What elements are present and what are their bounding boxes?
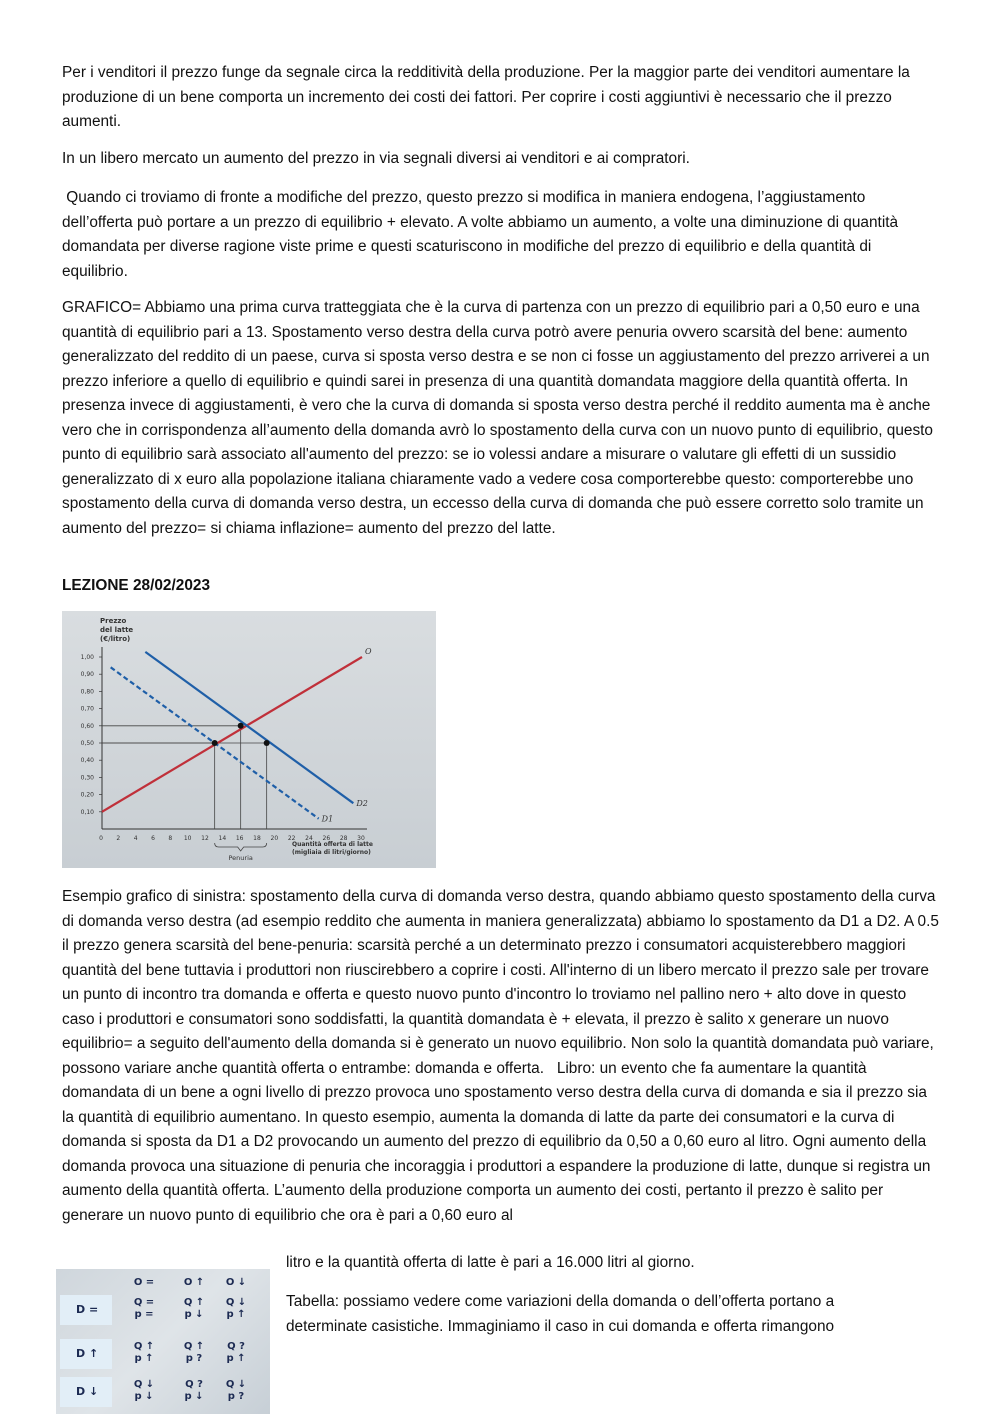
- series-label-d1: D1: [321, 814, 334, 824]
- series-label-d2: D2: [356, 799, 368, 809]
- table-row-label: D =: [76, 1303, 99, 1316]
- y-tick-label: 0,20: [80, 791, 94, 799]
- table-cell: Q ↓ p ↑: [225, 1297, 247, 1320]
- y-tick-label: 0,80: [80, 688, 94, 696]
- y-tick-label: 0,10: [80, 808, 94, 816]
- table-cell: Q ↓ p ↓: [133, 1379, 155, 1402]
- table-col-header: O ↑: [183, 1277, 205, 1288]
- series-label-o: O: [365, 647, 372, 656]
- table-cell: Q = p =: [133, 1297, 155, 1320]
- y-tick-label: 0,50: [80, 740, 94, 747]
- paragraph-grafico: GRAFICO= Abbiamo una prima curva tratteggiata che è la curva di partenza con un prezzo di equilibrio pari a 0,50 euro e una quantità di equilibrio pari a 13. Spostamento verso destra della curva potrò avere penuria ovvero scarsità del bene: aumento generalizzato del reddito di un paese, curva si sposta verso destra e se non ci fosse un aggiustamento del prezzo arriverei a un prezzo inferiore a quello di equilibrio e quindi sarei in presenza di una quantità domandata maggiore della quantità offerta. In presenza invece di aggiustamenti, è vero che la curva di domanda si sposta verso destra perché il reddito aumenta ma è anche vero che in corrispondenza all’aumento della domanda avrò lo spostamento della curva con un nuovo punto di equilibrio, questo punto di equilibrio sarà associato all'aumento del prezzo: se io volessi andare a misurare o valutare gli effetti di un sussidio generalizzato di x euro alla popolazione italiana chiaramente vado a vedere cosa comporterebbe questo: comporterebbe uno spostamento della curva di domanda verso destra, un eccesso della curva di domanda che può essere corretto solo tramite un aumento del prezzo= si chiama inflazione= aumento del prezzo del latte.: [62, 299, 933, 537]
- equilibrium-point: [212, 740, 218, 746]
- table-col-header: O =: [133, 1277, 155, 1288]
- chart-photo: [62, 611, 436, 868]
- x-tick-label: 4: [133, 835, 138, 842]
- paragraph-price-change: Quando ci troviamo di fronte a modifiche del prezzo, questo prezzo si modifica in maniera endogena, l’aggiustamento dell’offerta può portare a un prezzo di equilibrio + elevato. A volte abbiamo un aumento, a volte una diminuzione di quantità domandata per diverse ragione viste prime e questi scaturiscono in modifiche del prezzo di equilibrio e della quantità di equilibrio.: [62, 189, 903, 280]
- equilibrium-point: [264, 740, 270, 746]
- table-col-header: O ↓: [225, 1277, 247, 1288]
- x-tick-label: 18: [253, 835, 261, 842]
- paragraph-example: Esempio grafico di sinistra: spostamento della curva di domanda verso destra, quando abbiamo questo spostamento della curva di domanda verso destra (ad esempio reddito che aumenta in maniera generalizzata) abbiamo lo spostamento da D1 a D2. A 0.5 il prezzo genera scarsità del bene-penuria: scarsità perché a un determinato prezzo i consumatori acquisterebbero maggiori quantità del bene tuttavia i produttori non riuscirebbero a coprire i costi. All'interno di un libero mercato il prezzo sale per trovare un punto di incontro tra domanda e offerta e questo nuovo punto d'incontro lo troviamo nel pallino nero + alto dove in questo caso i produttori e consumatori sono soddisfatti, la quantità domandata è + elevata, il prezzo è salito x generare un nuovo equilibrio= a seguito dell'aumento della domanda si è generato un nuovo equilibrio. Non solo la quantità domandata può variare, possono variare anche quantità offerta o entrambe: domanda e offerta. Libro: un evento che fa aumentare la quantità domandata di un bene a ogni livello di prezzo provoca uno spostamento verso destra della curva di domanda e sia il prezzo sia la quantità di equilibrio aumentano. In questo esempio, aumenta la domanda di latte da parte dei consumatori e la curva di domanda si sposta da D1 a D2 provocando un aumento del prezzo di equilibrio da 0,50 a 0,60 euro al litro. Ogni aumento della domanda provoca una situazione di penuria che incoraggia i produttori a espandere la produzione di latte, dunque si registra un aumento della quantità offerta. L’aumento della produzione comporta un aumento dei costi, pertanto il prezzo è salito per generare un nuovo punto di equilibrio che ora è pari a 0,60 euro al: [62, 888, 944, 1224]
- table-cell: Q ↓ p ?: [225, 1379, 247, 1402]
- y-tick-label: 1,00: [80, 654, 94, 661]
- x-tick-label: 16: [235, 835, 244, 842]
- penuria-label: Penuria: [228, 854, 253, 862]
- series-line-d2: [145, 652, 353, 803]
- table-cell: Q ↑ p ↑: [133, 1341, 155, 1364]
- paragraph-intro: Per i venditori il prezzo funge da segnale circa la redditività della produzione. Per la maggior parte dei venditori aumentare la produzione di un bene comporta un incremento dei costi dei fattori. Per coprire i costi aggiuntivi è necessario che il prezzo aumenti.: [62, 64, 910, 130]
- paragraph-table: Tabella: possiamo vedere come variazioni della domanda o dell’offerta portano a determinate casistiche. Immaginiamo il caso in cui domanda e offerta rimangono: [286, 1293, 835, 1335]
- penuria-bracket: [215, 843, 267, 851]
- x-tick-label: 26: [322, 835, 331, 842]
- y-axis-title: Prezzo del latte (€/litro): [100, 617, 134, 643]
- x-tick-label: 24: [305, 835, 313, 842]
- y-tick-label: 0,90: [80, 671, 94, 679]
- y-tick-label: 0,40: [80, 757, 94, 765]
- x-tick-label: 10: [183, 835, 192, 842]
- y-tick-label: 0,60: [80, 722, 94, 730]
- table-cell: Q ? p ↓: [184, 1379, 204, 1402]
- x-tick-label: 2: [116, 835, 121, 842]
- table-cell: Q ? p ↑: [226, 1341, 246, 1364]
- table-photo: [56, 1269, 270, 1414]
- table-row-label: D ↓: [76, 1385, 99, 1398]
- x-tick-label: 6: [151, 835, 155, 842]
- x-tick-label: 30: [357, 835, 365, 842]
- x-tick-label: 0: [99, 835, 103, 842]
- x-tick-label: 22: [287, 835, 296, 842]
- series-line-o: [102, 657, 362, 812]
- table-cell: Q ↑ p ?: [183, 1341, 205, 1364]
- equilibrium-point: [238, 723, 244, 729]
- supply-demand-chart: [62, 611, 436, 868]
- y-tick-label: 0,30: [80, 774, 94, 782]
- x-tick-label: 14: [218, 835, 227, 842]
- x-tick-label: 8: [168, 835, 173, 842]
- x-axis-title: Quantità offerta di latte (migliaia di litri/giorno): [292, 841, 373, 856]
- paragraph-market: In un libero mercato un aumento del prezzo in via segnali diversi ai venditori e ai compratori.: [62, 150, 690, 167]
- lesson-heading: LEZIONE 28/02/2023: [62, 577, 210, 594]
- paragraph-example-continued: litro e la quantità offerta di latte è pari a 16.000 litri al giorno.: [286, 1254, 695, 1271]
- table-row-label: D ↑: [76, 1347, 99, 1360]
- x-tick-label: 20: [270, 835, 279, 842]
- x-tick-label: 12: [201, 835, 209, 842]
- y-tick-label: 0,70: [80, 705, 94, 713]
- table-cell: Q ↑ p ↓: [183, 1297, 205, 1320]
- x-tick-label: 28: [339, 835, 348, 842]
